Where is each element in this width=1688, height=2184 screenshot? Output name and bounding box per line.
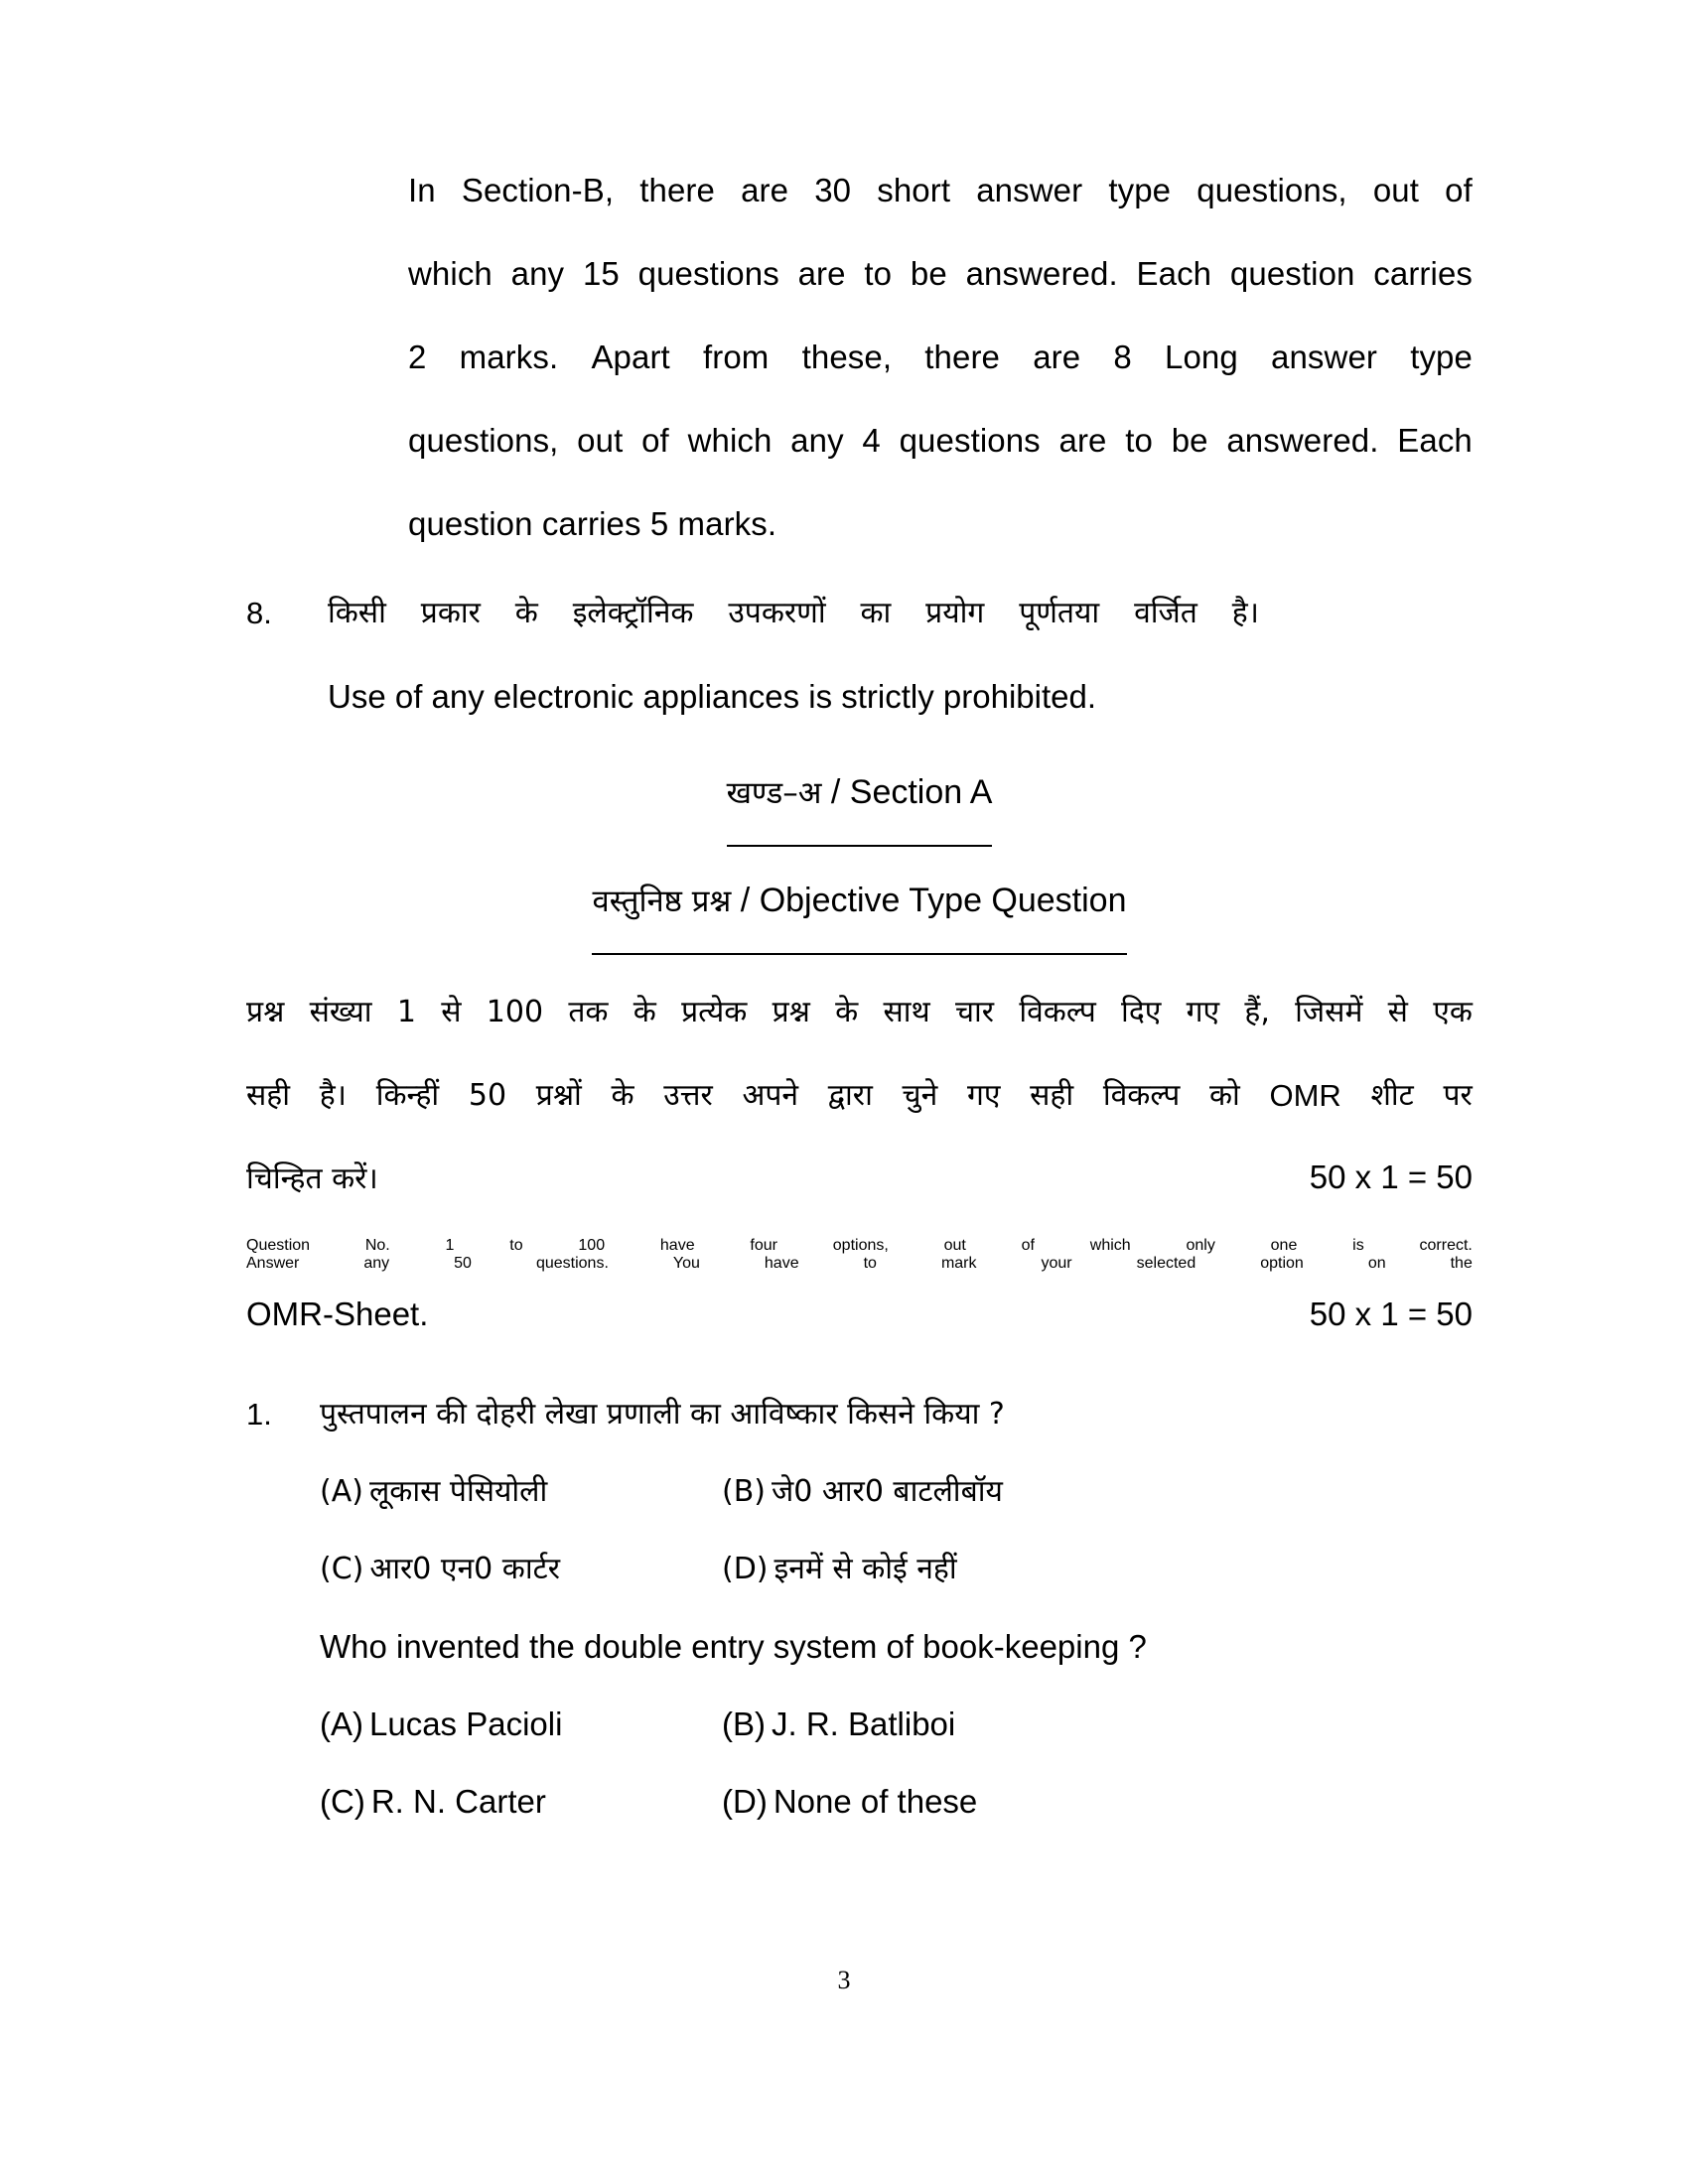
word: out xyxy=(577,422,624,459)
option-b-english-label: (B) xyxy=(722,1706,766,1742)
option-a-hindi-text: लूकास पेसियोली xyxy=(368,1474,548,1509)
objective-english-line-2 xyxy=(246,1255,1473,1273)
section-b-instruction-paragraph xyxy=(408,149,1473,566)
word: mark xyxy=(940,1255,977,1272)
word: of xyxy=(1445,172,1473,208)
word: have xyxy=(764,1255,799,1272)
word: प्रश्नों xyxy=(535,1078,582,1113)
objective-english-line-1 xyxy=(246,1237,1473,1255)
option-a-english-label: (A) xyxy=(320,1706,363,1742)
section-a-heading-underline xyxy=(727,749,993,847)
option-b-english-text: J. R. Batliboi xyxy=(772,1706,956,1742)
word: questions. xyxy=(535,1255,609,1272)
question-1-hindi xyxy=(246,1376,1473,1841)
word: प्रश्न xyxy=(246,995,285,1029)
word: questions xyxy=(899,422,1041,459)
word: प्रत्येक xyxy=(681,995,748,1029)
item8-english-line: Use of any electronic appliances is strictly prohibited. xyxy=(328,678,1097,715)
word: short xyxy=(877,172,951,208)
word: है। xyxy=(319,1078,347,1113)
word: प्रश्न xyxy=(772,995,810,1029)
word: 2 xyxy=(408,339,427,375)
question-1-hindi-options-row-2 xyxy=(320,1531,1473,1608)
word: one xyxy=(1270,1237,1298,1254)
option-d-english-label: (D) xyxy=(722,1783,768,1820)
omr-word: OMR xyxy=(1269,1078,1341,1113)
word: सही xyxy=(1030,1078,1074,1113)
word: any xyxy=(363,1255,390,1272)
word: Answer xyxy=(246,1255,300,1272)
word: marks. xyxy=(459,339,559,375)
word: to xyxy=(1125,422,1153,459)
word: have xyxy=(659,1237,695,1254)
word: 100 xyxy=(486,995,544,1029)
option-a-english-text: Lucas Pacioli xyxy=(369,1706,563,1742)
word: four xyxy=(750,1237,777,1254)
word: पर xyxy=(1443,1078,1473,1113)
word: carries xyxy=(1373,255,1473,292)
instruction-line-3 xyxy=(408,316,1473,399)
section-a-heading-english: Section A xyxy=(849,773,993,811)
word: from xyxy=(703,339,770,375)
word: which xyxy=(408,255,492,292)
word: के xyxy=(835,995,859,1029)
word: Question xyxy=(246,1237,311,1254)
word: In xyxy=(408,172,436,208)
word: any xyxy=(790,422,844,459)
word: questions, xyxy=(1196,172,1347,208)
objective-type-heading-underline xyxy=(592,857,1126,955)
word: the xyxy=(1450,1255,1473,1272)
word: question xyxy=(1229,255,1355,292)
word: Long xyxy=(1165,339,1238,375)
option-b-hindi-label: (B) xyxy=(722,1474,766,1509)
word: उपकरणों xyxy=(728,596,826,630)
word: questions xyxy=(637,255,779,292)
word: type xyxy=(1410,339,1473,375)
section-a-heading-separator: / xyxy=(821,773,850,811)
word: अपने xyxy=(742,1078,799,1113)
item8-hindi-line xyxy=(328,572,1473,655)
word: Apart xyxy=(591,339,670,375)
word: to xyxy=(509,1237,523,1254)
word: on xyxy=(1367,1255,1386,1272)
question-1-english-options-row-1 xyxy=(320,1686,1473,1763)
objective-type-heading-separator: / xyxy=(731,882,760,919)
word: एक xyxy=(1433,995,1473,1029)
word: से xyxy=(1387,995,1408,1029)
objective-type-heading xyxy=(246,857,1473,955)
option-b-hindi-text: जे0 आर0 बाटलीबॉय xyxy=(772,1474,1003,1509)
section-a-heading xyxy=(246,749,1473,847)
objective-hindi-line-1 xyxy=(246,971,1473,1054)
word: Each xyxy=(1397,422,1473,459)
option-d-hindi-text: इनमें से कोई नहीं xyxy=(774,1552,957,1586)
objective-instructions-hindi xyxy=(246,971,1473,1221)
option-c-hindi-text: आर0 एन0 कार्टर xyxy=(369,1552,560,1586)
english-marks-allocation: 50 x 1 = 50 xyxy=(1309,1296,1473,1332)
word: Section-B, xyxy=(461,172,615,208)
option-d-hindi-label: (D) xyxy=(722,1552,769,1586)
instruction-line-5: question carries 5 marks. xyxy=(408,505,777,542)
word: are xyxy=(797,255,846,292)
word: selected xyxy=(1136,1255,1196,1272)
word: be xyxy=(1171,422,1208,459)
option-c-hindi-label: (C) xyxy=(320,1552,364,1586)
word: प्रयोग xyxy=(925,596,985,630)
word: No. xyxy=(364,1237,390,1254)
page-content xyxy=(246,149,1473,1841)
objective-english-line-3 xyxy=(246,1273,1473,1356)
word: वर्जित xyxy=(1134,596,1197,630)
word: इलेक्ट्रॉनिक xyxy=(572,596,694,630)
word: there xyxy=(639,172,715,208)
word: जिसमें xyxy=(1295,995,1363,1029)
word: को xyxy=(1208,1078,1240,1113)
question-1 xyxy=(246,1376,1473,1841)
word: शीट xyxy=(1370,1078,1414,1113)
word: 100 xyxy=(578,1237,606,1254)
word: is xyxy=(1352,1237,1364,1254)
section-a-heading-hindi: खण्ड–अ xyxy=(726,775,822,811)
word: answered. xyxy=(965,255,1118,292)
word: are xyxy=(1033,339,1081,375)
word: Each xyxy=(1136,255,1212,292)
word: के xyxy=(514,596,538,630)
word: are xyxy=(1058,422,1107,459)
hindi-marks-allocation: 50 x 1 = 50 xyxy=(1309,1159,1473,1195)
word: of xyxy=(641,422,669,459)
word: है। xyxy=(1231,596,1260,630)
word: answered. xyxy=(1226,422,1379,459)
option-c-english-text: R. N. Carter xyxy=(370,1783,546,1820)
word: out xyxy=(1372,172,1419,208)
option-b-english[interactable] xyxy=(722,1686,1124,1763)
word: to xyxy=(864,255,893,292)
question-1-body xyxy=(320,1376,1473,1841)
word: type xyxy=(1108,172,1172,208)
word: any xyxy=(510,255,565,292)
word: के xyxy=(611,1078,634,1113)
word: 30 xyxy=(814,172,852,208)
word: 1 xyxy=(396,995,416,1029)
instruction-line-2 xyxy=(408,232,1473,316)
objective-english-last-line: OMR-Sheet. xyxy=(246,1296,429,1332)
option-c-english-label: (C) xyxy=(320,1783,365,1820)
word: 1 xyxy=(445,1237,455,1254)
question-1-hindi-text: पुस्तपालन की दोहरी लेखा प्रणाली का आविष्कार किसने किया ? xyxy=(320,1397,1005,1432)
word: 50 xyxy=(468,1078,507,1113)
word: के xyxy=(633,995,656,1029)
word: 50 xyxy=(454,1255,472,1272)
word: विकल्प xyxy=(1019,995,1096,1029)
word: दिए xyxy=(1121,995,1162,1029)
word: संख्या xyxy=(309,995,372,1029)
word: द्वारा xyxy=(827,1078,873,1113)
option-d-english-text: None of these xyxy=(773,1783,978,1820)
word: चार xyxy=(954,995,995,1029)
question-1-hindi-options-row-1 xyxy=(320,1453,1473,1531)
word: प्रकार xyxy=(420,596,481,630)
word: correct. xyxy=(1419,1237,1473,1254)
item-number: 8. xyxy=(246,596,272,630)
word: these, xyxy=(801,339,893,375)
word: answer xyxy=(1271,339,1377,375)
word: किन्हीं xyxy=(375,1078,440,1113)
option-c-hindi[interactable] xyxy=(320,1531,722,1608)
option-a-english[interactable] xyxy=(320,1686,722,1763)
word: options, xyxy=(832,1237,889,1254)
word: only xyxy=(1186,1237,1215,1254)
word: गए xyxy=(966,1078,1001,1113)
objective-instructions-english xyxy=(246,1237,1473,1356)
word: questions, xyxy=(408,422,559,459)
option-d-english[interactable] xyxy=(722,1763,1124,1841)
question-1-english-text: Who invented the double entry system of book-keeping ? xyxy=(320,1628,1147,1665)
page-number: 3 xyxy=(837,1966,851,1994)
word: का xyxy=(860,596,892,630)
word: किसी xyxy=(328,596,386,630)
objective-hindi-line-3 xyxy=(246,1138,1473,1221)
word: there xyxy=(924,339,1000,375)
word: साथ xyxy=(883,995,930,1029)
word: तक xyxy=(568,995,609,1029)
word: हैं, xyxy=(1244,995,1270,1029)
question-1-english-options-row-2 xyxy=(320,1763,1473,1841)
word: उत्तर xyxy=(663,1078,713,1113)
word: are xyxy=(741,172,789,208)
question-1-number: 1. xyxy=(246,1397,272,1432)
objective-type-heading-english: Objective Type Question xyxy=(759,882,1127,919)
objective-hindi-last-line: चिन्हित करें। xyxy=(246,1161,378,1196)
option-b-hindi[interactable] xyxy=(722,1453,1124,1531)
option-a-hindi-label: (A) xyxy=(320,1474,363,1509)
word: पूर्णतया xyxy=(1019,596,1100,630)
word: to xyxy=(863,1255,877,1272)
word: 15 xyxy=(582,255,620,292)
word: विकल्प xyxy=(1102,1078,1181,1113)
word: your xyxy=(1041,1255,1072,1272)
option-c-english[interactable] xyxy=(320,1763,722,1841)
instruction-item-8 xyxy=(246,572,1473,739)
word: चुने xyxy=(902,1078,938,1113)
option-a-hindi[interactable] xyxy=(320,1453,722,1531)
word: गए xyxy=(1186,995,1220,1029)
word: which xyxy=(1089,1237,1131,1254)
objective-hindi-line-2 xyxy=(246,1054,1473,1138)
word: You xyxy=(672,1255,700,1272)
word: 4 xyxy=(862,422,881,459)
word: be xyxy=(910,255,947,292)
word: option xyxy=(1260,1255,1304,1272)
word: out xyxy=(943,1237,966,1254)
option-d-hindi[interactable] xyxy=(722,1531,1124,1608)
word: सही xyxy=(246,1078,290,1113)
word: which xyxy=(687,422,773,459)
word: से xyxy=(441,995,462,1029)
item-body xyxy=(328,572,1473,739)
instruction-line-1 xyxy=(408,149,1473,232)
word: answer xyxy=(976,172,1083,208)
objective-type-heading-hindi: वस्तुनिष्ठ प्रश्न xyxy=(592,884,732,919)
word: of xyxy=(1021,1237,1035,1254)
word: 8 xyxy=(1113,339,1132,375)
instruction-line-4 xyxy=(408,399,1473,482)
